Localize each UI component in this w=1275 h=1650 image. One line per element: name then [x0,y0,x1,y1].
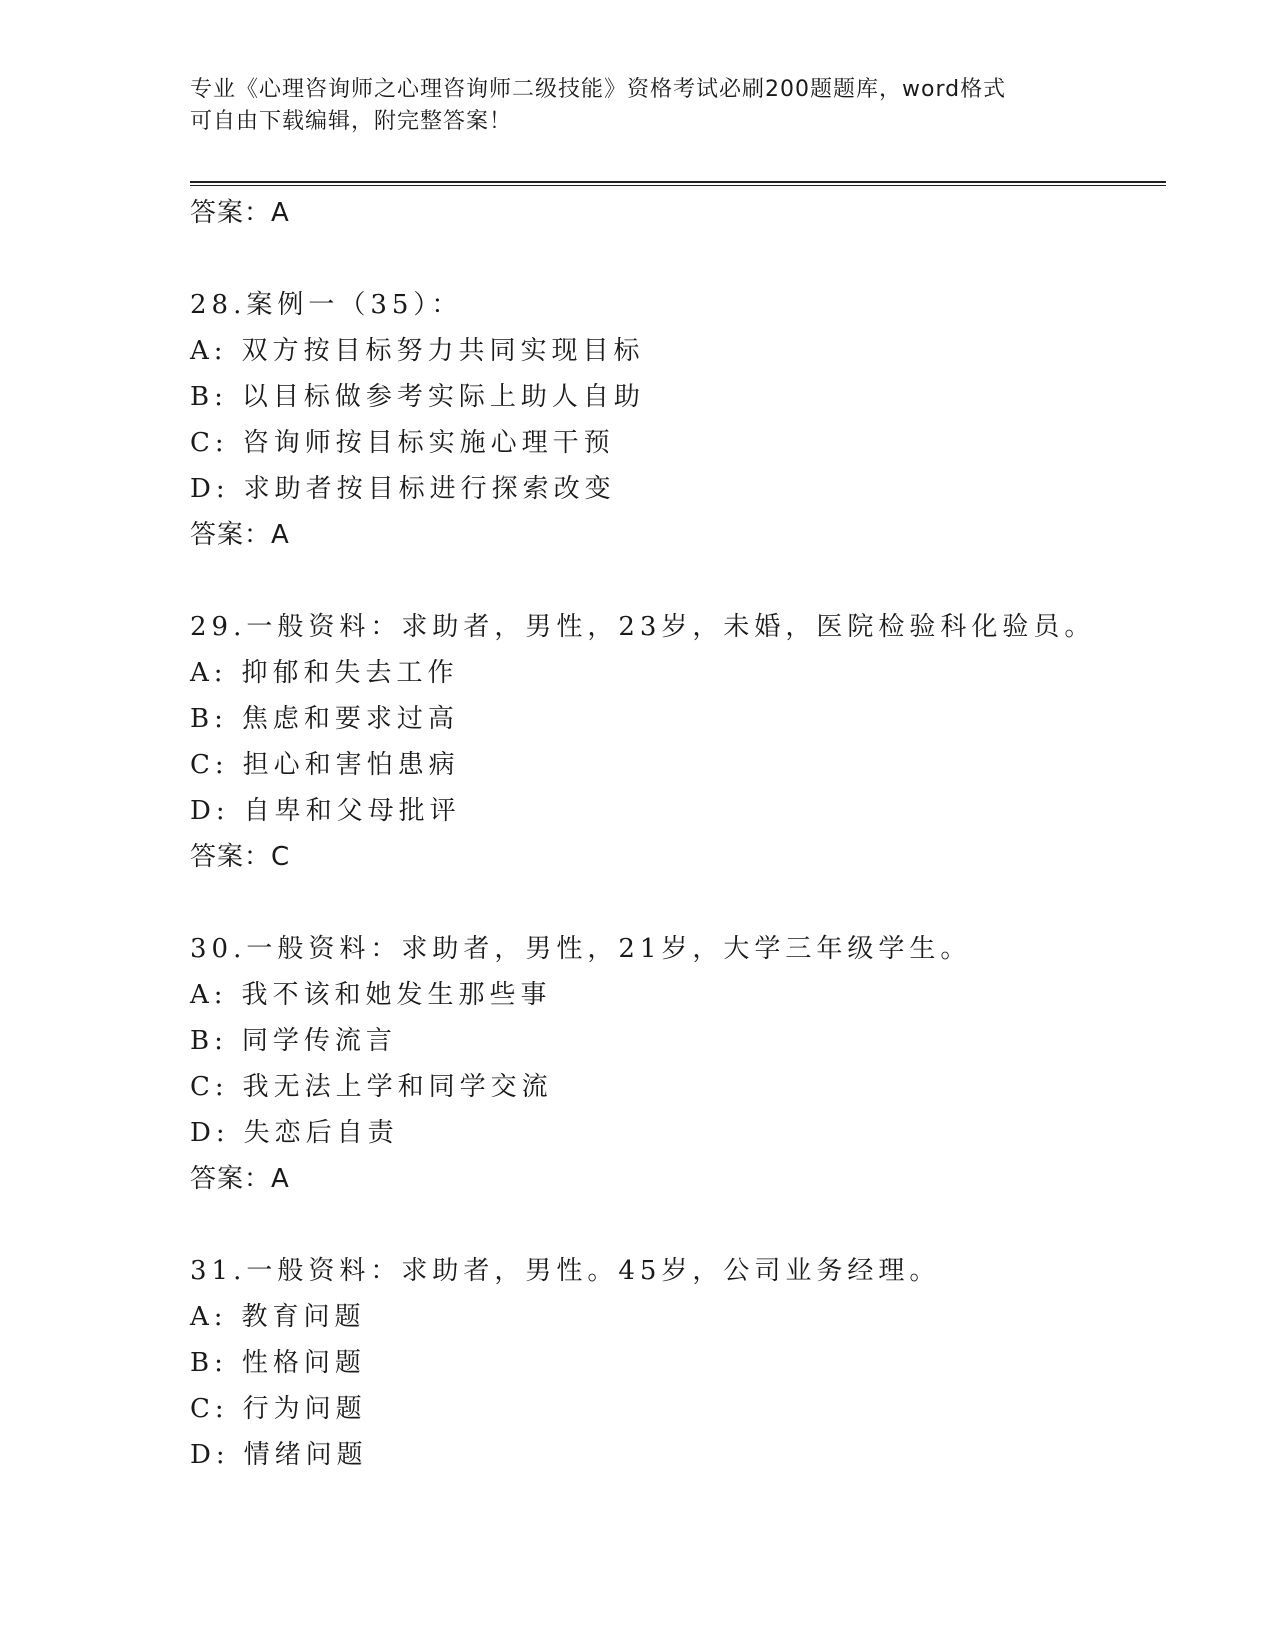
option-key: D: [190,796,230,826]
option-key: A: [190,1302,228,1332]
spacer [190,1202,1170,1248]
answer-label: 答案： [190,198,272,228]
option-key: B: [190,382,228,412]
option-text: 性格问题 [241,1348,366,1378]
option-text: 焦虑和要求过高 [241,704,459,734]
option-c [190,420,1170,466]
question-stem-29: 29.一般资料：求助者，男性，23岁，未婚，医院检验科化验员。 [190,612,1096,642]
header-title-line2: 可自由下载编辑，附完整答案！ [190,109,513,134]
option-b [190,696,1170,742]
page-header [190,74,1090,138]
option-text: 自卑和父母批评 [243,796,461,826]
header-divider [190,181,1166,186]
option-key: A: [190,980,228,1010]
header-title-line1: 专业《心理咨询师之心理咨询师二级技能》资格考试必刷200题题库，word格式 [190,77,1007,102]
question-stem-28: 28.案例一（35）： [190,290,463,320]
spacer [190,558,1170,604]
option-c [190,742,1170,788]
option-c [190,1386,1170,1432]
option-text: 失恋后自责 [243,1118,399,1148]
option-text: 以目标做参考实际上助人自助 [241,382,645,412]
option-text: 我不该和她发生那些事 [241,980,552,1010]
question-stem-31: 31.一般资料：求助者，男性。45岁，公司业务经理。 [190,1256,941,1286]
answer-line-29 [190,834,1170,880]
option-d [190,1432,1170,1478]
option-b [190,374,1170,420]
option-key: C: [190,1072,229,1102]
option-d [190,788,1170,834]
answer-line-28 [190,512,1170,558]
option-text: 双方按目标努力共同实现目标 [241,336,645,366]
answer-line-30 [190,1156,1170,1202]
option-key: C: [190,750,229,780]
option-text: 教育问题 [241,1302,366,1332]
option-a [190,328,1170,374]
question-list [190,190,1170,1478]
answer-label: 答案： [190,1164,272,1194]
option-key: B: [190,1348,228,1378]
option-key: B: [190,704,228,734]
option-c [190,1064,1170,1110]
option-key: C: [190,428,229,458]
option-key: A: [190,336,228,366]
option-b [190,1018,1170,1064]
option-text: 担心和害怕患病 [242,750,460,780]
option-d [190,466,1170,512]
option-text: 我无法上学和同学交流 [242,1072,553,1102]
answer-line-prev [190,190,1170,236]
spacer [190,236,1170,282]
option-key: D: [190,474,230,504]
option-b [190,1340,1170,1386]
option-text: 抑郁和失去工作 [241,658,459,688]
option-key: B: [190,1026,228,1056]
answer-label: 答案： [190,520,272,550]
answer-value: A [271,1164,290,1194]
option-a [190,1294,1170,1340]
answer-label: 答案： [190,842,272,872]
option-a [190,650,1170,696]
option-text: 求助者按目标进行探索改变 [243,474,616,504]
answer-value: A [271,520,290,550]
option-text: 同学传流言 [241,1026,397,1056]
answer-value: A [271,198,290,228]
answer-value: C [271,842,291,872]
option-text: 行为问题 [242,1394,367,1424]
option-text: 情绪问题 [243,1440,368,1470]
option-d [190,1110,1170,1156]
question-stem-30: 30.一般资料：求助者，男性，21岁，大学三年级学生。 [190,934,972,964]
option-key: D: [190,1440,230,1470]
option-key: A: [190,658,228,688]
spacer [190,880,1170,926]
option-a [190,972,1170,1018]
option-text: 咨询师按目标实施心理干预 [242,428,615,458]
option-key: D: [190,1118,230,1148]
option-key: C: [190,1394,229,1424]
